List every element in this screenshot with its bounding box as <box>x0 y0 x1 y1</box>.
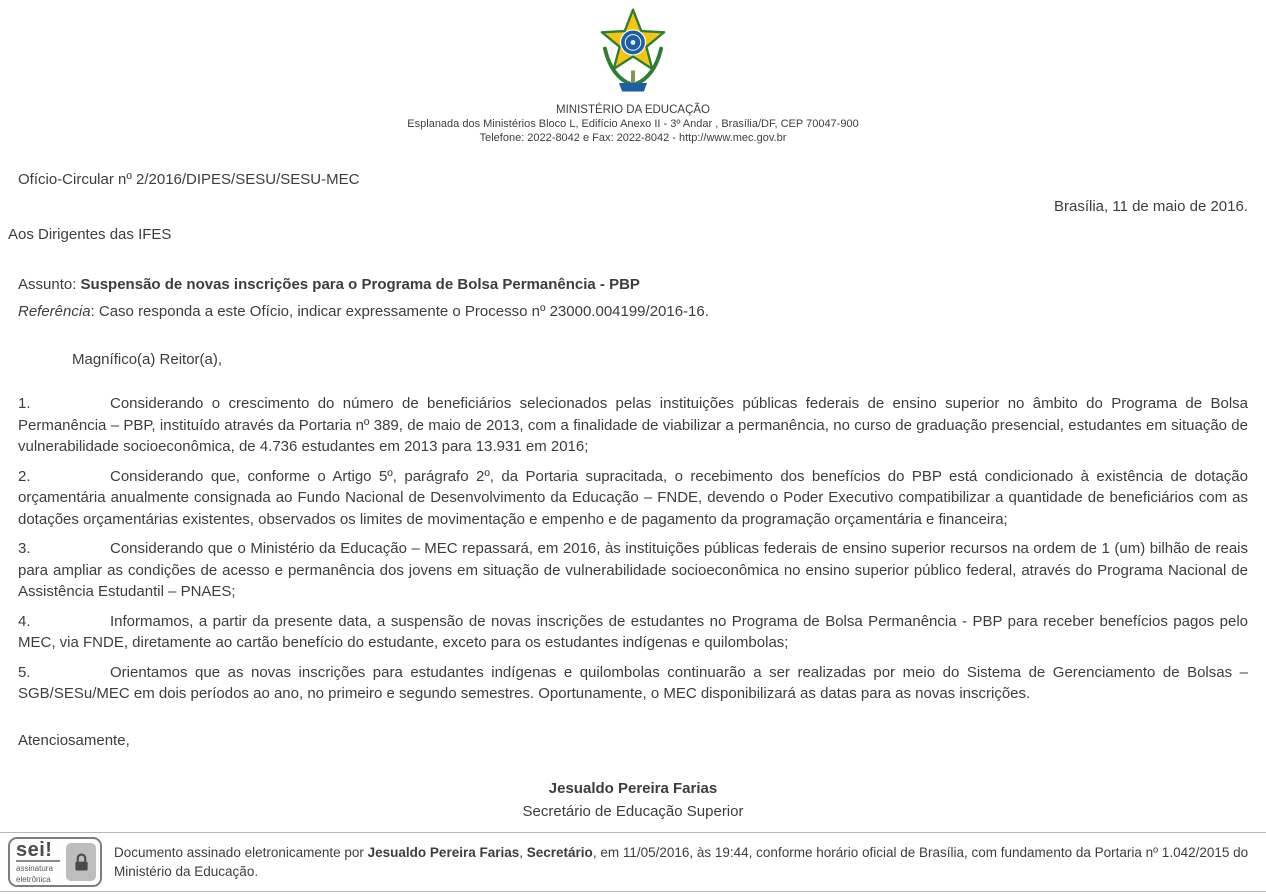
paragraph-2 <box>18 466 1248 531</box>
paragraph-1-text: Considerando o crescimento do número de beneficiários selecionados pelas instituições públicas federais de ensino superior no âmbito do Programa de Bolsa Permanência – PBP, instituído através da Portaria nº 389, de maio de 2013, com a finalidade de viabilizar a permanência, no curso de graduação presencial, estudantes em situação de vulnerabilidade socioeconômica, de 4.736 estudantes em 2013 para 13.931 em 2016; <box>18 395 1248 455</box>
brazil-coat-of-arms-icon <box>594 8 672 98</box>
signature-statement-part5: , em 11/05/2016, às 19:44, conforme horário oficial de Brasília, com fundamento da Portaria nº 1.042/2015 do Ministério da Educação. <box>114 845 1249 879</box>
date-line: Brasília, 11 de maio de 2016. <box>1053 198 1248 215</box>
signature-statement-part1: Documento assinado eletronicamente por <box>114 845 368 860</box>
paragraph-4 <box>18 611 1248 654</box>
signature-statement-part3: , <box>519 845 527 860</box>
sei-caption-line2: eletrônica <box>16 875 51 884</box>
subject-text: Suspensão de novas inscrições para o Programa de Bolsa Permanência - PBP <box>80 276 640 293</box>
paragraph-3-text: Considerando que o Ministério da Educação – MEC repassará, em 2016, às instituições públicas federais de ensino superior recursos na ordem de 1 (um) bilhão de reais para ampliar as condições de acesso e permanência dos jovens em situação de vulnerabilidade socioeconômica no ensino superior público federal, através do Programa Nacional de Assistência Estudantil – PNAES; <box>18 540 1248 600</box>
paragraph-2-number: 2. <box>18 467 31 485</box>
reference-text: : Caso responda a este Ofício, indicar expressamente o Processo nº 23000.004199/2016-16. <box>90 303 709 320</box>
paragraph-5-number: 5. <box>18 663 31 681</box>
paragraph-3 <box>18 538 1248 603</box>
signature-signer-name: Jesualdo Pereira Farias <box>367 845 520 860</box>
ministry-name: MINISTÉRIO DA EDUCAÇÃO <box>556 104 710 116</box>
subject-line <box>18 276 1248 293</box>
sei-stamp <box>8 837 102 887</box>
lock-icon <box>66 843 96 881</box>
salutation: Magnífico(a) Reitor(a), <box>72 351 223 368</box>
letter-body <box>18 393 1248 705</box>
reference-label: Referência <box>18 303 91 320</box>
signature-statement <box>114 843 1254 881</box>
sei-logo-block <box>10 839 66 885</box>
paragraph-2-text: Considerando que, conforme o Artigo 5º, parágrafo 2º, da Portaria supracitada, o recebimento dos benefícios do PBP está condicionado à existência de dotação orçamentária anualmente consignada ao Fundo Nacional de Desenvolvimento da Educação – FNDE, devendo o Poder Executivo compatibilizar a quantidade de beneficiários com as dotações orçamentárias existentes, observados os limites de movimentação e empenho e de pagamento da programação orçamentária e financeira; <box>18 467 1248 528</box>
closing: Atenciosamente, <box>18 731 130 749</box>
letterhead <box>0 0 1266 145</box>
paragraph-5 <box>18 662 1248 705</box>
sei-caption-line1: assinatura <box>16 864 53 873</box>
signer-name: Jesualdo Pereira Farias <box>548 779 718 797</box>
paragraph-4-text: Informamos, a partir da presente data, a suspensão de novas inscrições de estudantes no Programa de Bolsa Permanência - PBP para receber benefícios pagos pelo MEC, via FNDE, diretamente ao cartão benefício do estudante, exceto para os estudantes indígenas e quilombolas; <box>18 612 1248 651</box>
sei-logo: sei! <box>16 840 60 862</box>
paragraph-3-number: 3. <box>18 540 31 557</box>
paragraph-1 <box>18 393 1248 458</box>
ministry-contact: Telefone: 2022-8042 e Fax: 2022-8042 - http://www.mec.gov.br <box>479 132 787 144</box>
addressee: Aos Dirigentes das IFES <box>8 226 172 243</box>
electronic-signature-block <box>0 832 1266 892</box>
document-number: Ofício-Circular nº 2/2016/DIPES/SESU/SESU-MEC <box>18 171 360 188</box>
paragraph-1-number: 1. <box>18 395 31 412</box>
signer-title: Secretário de Educação Superior <box>522 802 744 820</box>
paragraph-5-text: Orientamos que as novas inscrições para estudantes indígenas e quilombolas continuarão a ser realizadas por meio do Sistema de Gerenciamento de Bolsas – SGB/SESu/MEC em dois períodos ao ano, no primeiro e segundo semestres. Oportunamente, o MEC disponibilizará as datas para as novas inscrições. <box>18 663 1248 702</box>
subject-label: Assunto: <box>18 276 81 293</box>
ministry-address: Esplanada dos Ministérios Bloco L, Edifício Anexo II - 3º Andar , Brasília/DF, CEP 70047-900 <box>407 118 859 130</box>
reference-line <box>18 303 1248 320</box>
paragraph-4-number: 4. <box>18 612 31 630</box>
signature-signer-role: Secretário <box>526 845 593 860</box>
